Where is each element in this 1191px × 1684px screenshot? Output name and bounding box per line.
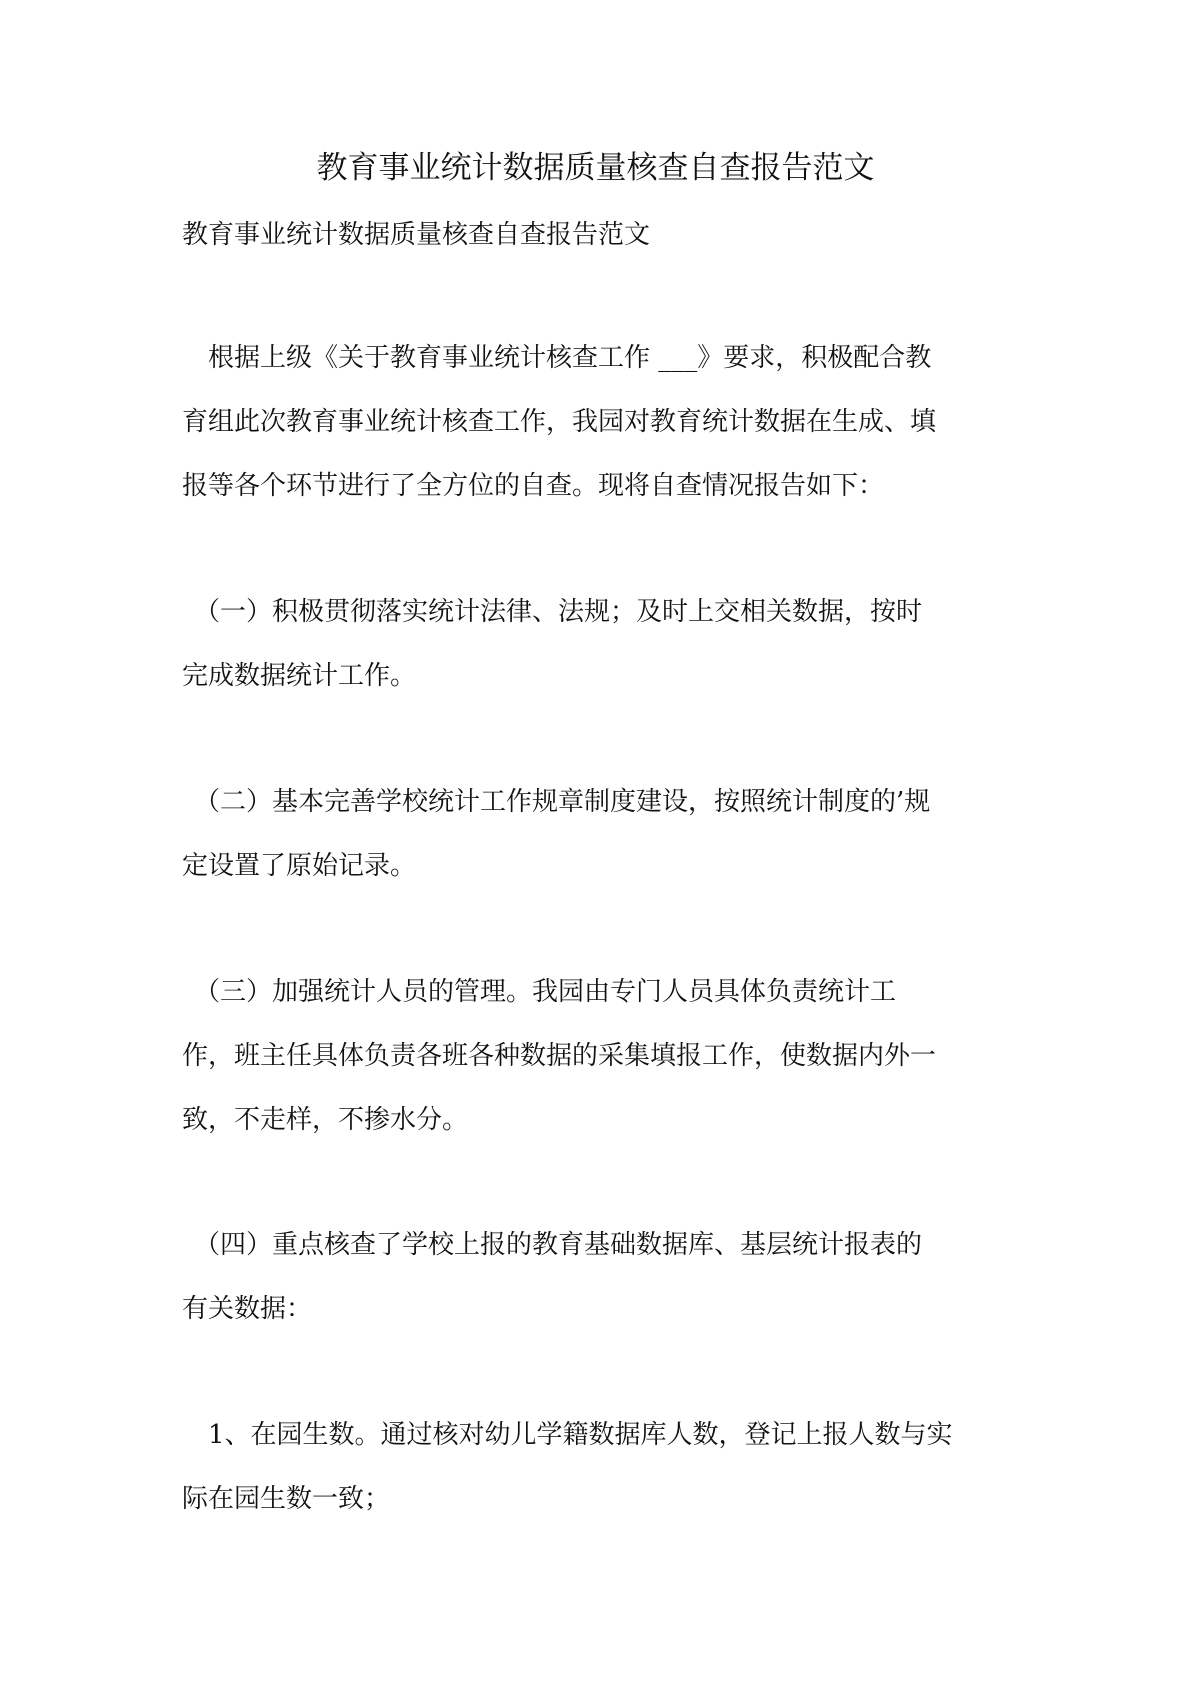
- paragraph-5-line-2: 有关数据：: [182, 1294, 313, 1324]
- paragraph-1-line-2: 育组此次教育事业统计核查工作，我园对教育统计数据在生成、填: [182, 407, 937, 437]
- paragraph-4-line-3: 致，不走样，不掺水分。: [182, 1105, 469, 1135]
- paragraph-2-line-1: （一）积极贯彻落实统计法律、法规；及时上交相关数据，按时: [194, 597, 923, 627]
- document-subtitle: 教育事业统计数据质量核查自查报告范文: [182, 220, 651, 250]
- paragraph-5-line-1: （四）重点核查了学校上报的教育基础数据库、基层统计报表的: [194, 1230, 923, 1260]
- page-title: 教育事业统计数据质量核查自查报告范文: [316, 150, 875, 186]
- paragraph-2-line-2: 完成数据统计工作。: [182, 661, 417, 691]
- paragraph-1-line-3: 报等各个环节进行了全方位的自查。现将自查情况报告如下：: [182, 471, 885, 501]
- paragraph-4-line-1: （三）加强统计人员的管理。我园由专门人员具体负责统计工: [194, 977, 897, 1007]
- paragraph-6-line-2: 际在园生数一致；: [182, 1484, 391, 1514]
- paragraph-1-line-1: 根据上级《关于教育事业统计核查工作 ___》要求，积极配合教: [208, 343, 932, 373]
- paragraph-3-line-2: 定设置了原始记录。: [182, 851, 417, 881]
- paragraph-6-line-1: 1、在园生数。通过核对幼儿学籍数据库人数，登记上报人数与实: [208, 1420, 953, 1450]
- paragraph-4-line-2: 作，班主任具体负责各班各种数据的采集填报工作，使数据内外一: [182, 1041, 937, 1071]
- paragraph-3-line-1: （二）基本完善学校统计工作规章制度建设，按照统计制度的’规: [194, 787, 931, 817]
